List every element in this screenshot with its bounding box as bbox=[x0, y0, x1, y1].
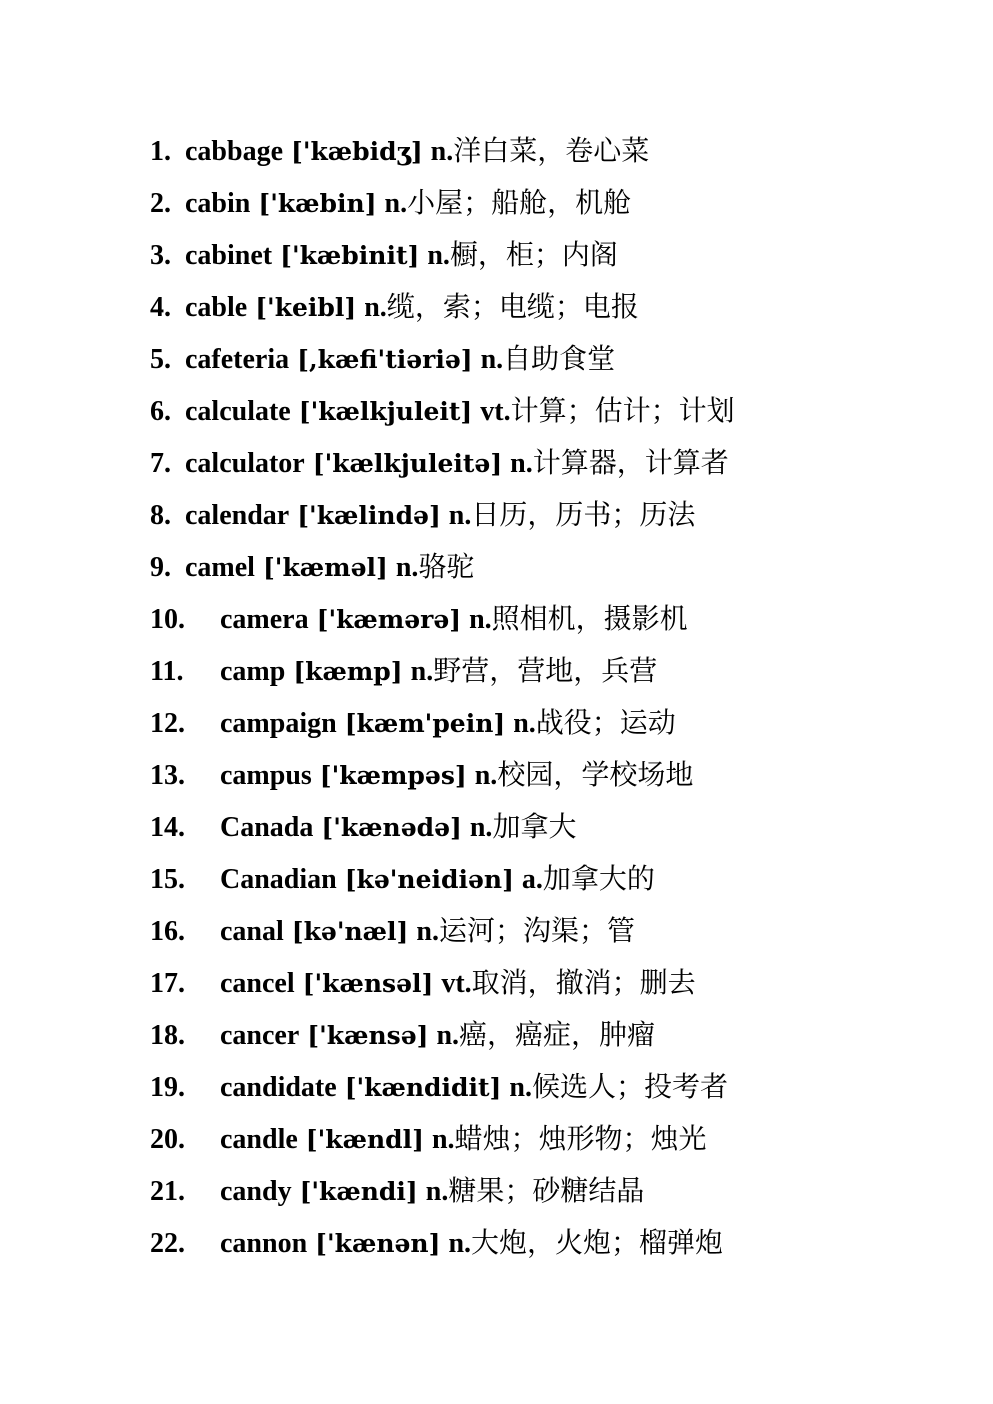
entry-part-of-speech: n. bbox=[513, 708, 536, 739]
entry-part-of-speech: n. bbox=[474, 760, 498, 791]
entry-part-of-speech: n. bbox=[425, 1176, 449, 1207]
vocab-entry bbox=[150, 336, 735, 388]
entry-word: cabbage bbox=[185, 136, 283, 167]
entry-word: calculator bbox=[185, 448, 305, 479]
entry-meaning: 加拿大 bbox=[492, 810, 577, 843]
vocab-entry bbox=[150, 908, 735, 960]
entry-part-of-speech: n. bbox=[448, 1228, 472, 1259]
entry-part-of-speech: n. bbox=[509, 1072, 532, 1103]
entry-word: campus bbox=[220, 760, 312, 791]
entry-meaning: 战役；运动 bbox=[535, 706, 676, 739]
entry-number: 11. bbox=[150, 656, 184, 687]
entry-part-of-speech: n. bbox=[384, 188, 408, 219]
entry-word: camera bbox=[220, 604, 309, 635]
entry-part-of-speech: n. bbox=[448, 500, 472, 531]
vocab-entry bbox=[150, 128, 735, 180]
entry-meaning: 自助食堂 bbox=[503, 342, 616, 375]
vocab-entry bbox=[150, 1064, 735, 1116]
vocab-entry bbox=[150, 1168, 735, 1220]
entry-number: 3. bbox=[150, 240, 171, 271]
entry-number: 17. bbox=[150, 968, 185, 999]
entry-meaning: 日历，历书；历法 bbox=[471, 498, 696, 531]
entry-phonetic: ['kælkjuleitə] bbox=[312, 449, 503, 478]
entry-number: 20. bbox=[150, 1124, 185, 1155]
entry-phonetic: ['kænsəl] bbox=[302, 969, 434, 998]
entry-word: Canadian bbox=[220, 864, 337, 895]
entry-part-of-speech: n. bbox=[431, 1124, 455, 1155]
entry-part-of-speech: n. bbox=[427, 240, 450, 271]
entry-meaning: 运河；沟渠；管 bbox=[438, 914, 635, 947]
vocab-entry bbox=[150, 648, 735, 700]
vocab-entry bbox=[150, 544, 735, 596]
entry-word: cafeteria bbox=[185, 344, 290, 375]
entry-part-of-speech: n. bbox=[416, 916, 439, 947]
entry-number: 5. bbox=[150, 344, 171, 375]
entry-part-of-speech: a. bbox=[521, 864, 543, 895]
entry-meaning: 加拿大的 bbox=[542, 862, 655, 895]
entry-phonetic: ['kænən] bbox=[315, 1229, 441, 1258]
entry-word: cabinet bbox=[185, 240, 273, 271]
entry-phonetic: ['kæmərə] bbox=[316, 605, 462, 634]
vocab-entry bbox=[150, 1116, 735, 1168]
entry-phonetic: [kə'neidiən] bbox=[344, 865, 514, 894]
entry-word: canal bbox=[220, 916, 284, 947]
entry-word: cancel bbox=[220, 968, 295, 999]
entry-phonetic: ['keibl] bbox=[255, 293, 357, 322]
vocabulary-list bbox=[150, 128, 735, 1272]
entry-phonetic: [kə'næl] bbox=[291, 917, 409, 946]
vocab-entry bbox=[150, 804, 735, 856]
entry-part-of-speech: vt. bbox=[441, 968, 472, 999]
entry-word: Canada bbox=[220, 812, 314, 843]
entry-word: calculate bbox=[185, 396, 291, 427]
entry-word: cannon bbox=[220, 1228, 308, 1259]
entry-meaning: 癌，癌症，肿瘤 bbox=[459, 1018, 656, 1051]
vocab-entry bbox=[150, 960, 735, 1012]
entry-phonetic: ['kæbin] bbox=[258, 189, 377, 218]
entry-part-of-speech: n. bbox=[395, 552, 419, 583]
entry-number: 22. bbox=[150, 1228, 185, 1259]
entry-part-of-speech: vt. bbox=[480, 396, 511, 427]
vocab-entry bbox=[150, 492, 735, 544]
entry-phonetic: [kæmp] bbox=[293, 657, 403, 686]
entry-word: candy bbox=[220, 1176, 292, 1207]
entry-number: 16. bbox=[150, 916, 185, 947]
entry-part-of-speech: n. bbox=[436, 1020, 460, 1051]
entry-word: candidate bbox=[220, 1072, 337, 1103]
entry-phonetic: ['kændidit] bbox=[344, 1073, 502, 1102]
entry-number: 15. bbox=[150, 864, 185, 895]
entry-meaning: 糖果；砂糖结晶 bbox=[448, 1174, 645, 1207]
entry-word: cabin bbox=[185, 188, 251, 219]
vocab-entry bbox=[150, 180, 735, 232]
vocab-entry bbox=[150, 1220, 735, 1272]
entry-phonetic: ['kæmpəs] bbox=[319, 761, 467, 790]
entry-phonetic: ['kændi] bbox=[299, 1177, 418, 1206]
entry-phonetic: ['kælində] bbox=[297, 501, 441, 530]
entry-meaning: 取消，撤消；删去 bbox=[471, 966, 696, 999]
entry-part-of-speech: n. bbox=[410, 656, 434, 687]
vocab-entry bbox=[150, 856, 735, 908]
entry-number: 9. bbox=[150, 552, 171, 583]
entry-part-of-speech: n. bbox=[469, 812, 493, 843]
entry-part-of-speech: n. bbox=[364, 292, 387, 323]
entry-meaning: 计算器，计算者 bbox=[532, 446, 729, 479]
entry-meaning: 小屋；船舱，机舱 bbox=[407, 186, 632, 219]
entry-word: cancer bbox=[220, 1020, 300, 1051]
entry-meaning: 骆驼 bbox=[418, 550, 475, 583]
vocab-entry bbox=[150, 232, 735, 284]
entry-number: 14. bbox=[150, 812, 185, 843]
entry-phonetic: ['kænsə] bbox=[307, 1021, 429, 1050]
entry-part-of-speech: n. bbox=[430, 136, 454, 167]
entry-number: 2. bbox=[150, 188, 171, 219]
entry-word: cable bbox=[185, 292, 248, 323]
entry-meaning: 大炮，火炮；榴弹炮 bbox=[471, 1226, 724, 1259]
entry-number: 7. bbox=[150, 448, 171, 479]
entry-part-of-speech: n. bbox=[510, 448, 533, 479]
entry-word: camp bbox=[220, 656, 286, 687]
vocab-entry bbox=[150, 440, 735, 492]
vocab-entry bbox=[150, 596, 735, 648]
entry-number: 18. bbox=[150, 1020, 185, 1051]
entry-meaning: 橱，柜；内阁 bbox=[449, 238, 618, 271]
vocab-entry bbox=[150, 388, 735, 440]
entry-meaning: 计算；估计；计划 bbox=[510, 394, 735, 427]
entry-part-of-speech: n. bbox=[480, 344, 504, 375]
entry-word: camel bbox=[185, 552, 255, 583]
entry-phonetic: ['kæməl] bbox=[262, 553, 388, 582]
entry-number: 4. bbox=[150, 292, 171, 323]
entry-part-of-speech: n. bbox=[469, 604, 492, 635]
vocab-entry bbox=[150, 1012, 735, 1064]
entry-number: 8. bbox=[150, 500, 171, 531]
entry-phonetic: ['kændl] bbox=[305, 1125, 424, 1154]
entry-phonetic: [kæm'pein] bbox=[344, 709, 506, 738]
entry-meaning: 候选人；投考者 bbox=[531, 1070, 728, 1103]
entry-number: 6. bbox=[150, 396, 171, 427]
entry-phonetic: [,kæfi'tiəriə] bbox=[297, 345, 473, 374]
entry-phonetic: ['kænədə] bbox=[321, 813, 462, 842]
entry-word: candle bbox=[220, 1124, 298, 1155]
vocab-entry bbox=[150, 284, 735, 336]
entry-number: 10. bbox=[150, 604, 185, 635]
entry-meaning: 校园，学校场地 bbox=[497, 758, 694, 791]
entry-number: 12. bbox=[150, 708, 185, 739]
entry-number: 19. bbox=[150, 1072, 185, 1103]
vocab-entry bbox=[150, 752, 735, 804]
entry-meaning: 照相机，摄影机 bbox=[491, 602, 688, 635]
entry-word: campaign bbox=[220, 708, 337, 739]
entry-number: 21. bbox=[150, 1176, 185, 1207]
entry-phonetic: ['kæbidʒ] bbox=[291, 137, 423, 166]
entry-phonetic: ['kælkjuleit] bbox=[298, 397, 473, 426]
entry-meaning: 洋白菜，卷心菜 bbox=[453, 134, 650, 167]
entry-word: calendar bbox=[185, 500, 290, 531]
entry-number: 13. bbox=[150, 760, 185, 791]
entry-meaning: 蜡烛；烛形物；烛光 bbox=[454, 1122, 707, 1155]
entry-phonetic: ['kæbinit] bbox=[280, 241, 420, 270]
entry-meaning: 缆，索；电缆；电报 bbox=[386, 290, 639, 323]
entry-number: 1. bbox=[150, 136, 171, 167]
vocab-entry bbox=[150, 700, 735, 752]
entry-meaning: 野营，营地，兵营 bbox=[433, 654, 658, 687]
